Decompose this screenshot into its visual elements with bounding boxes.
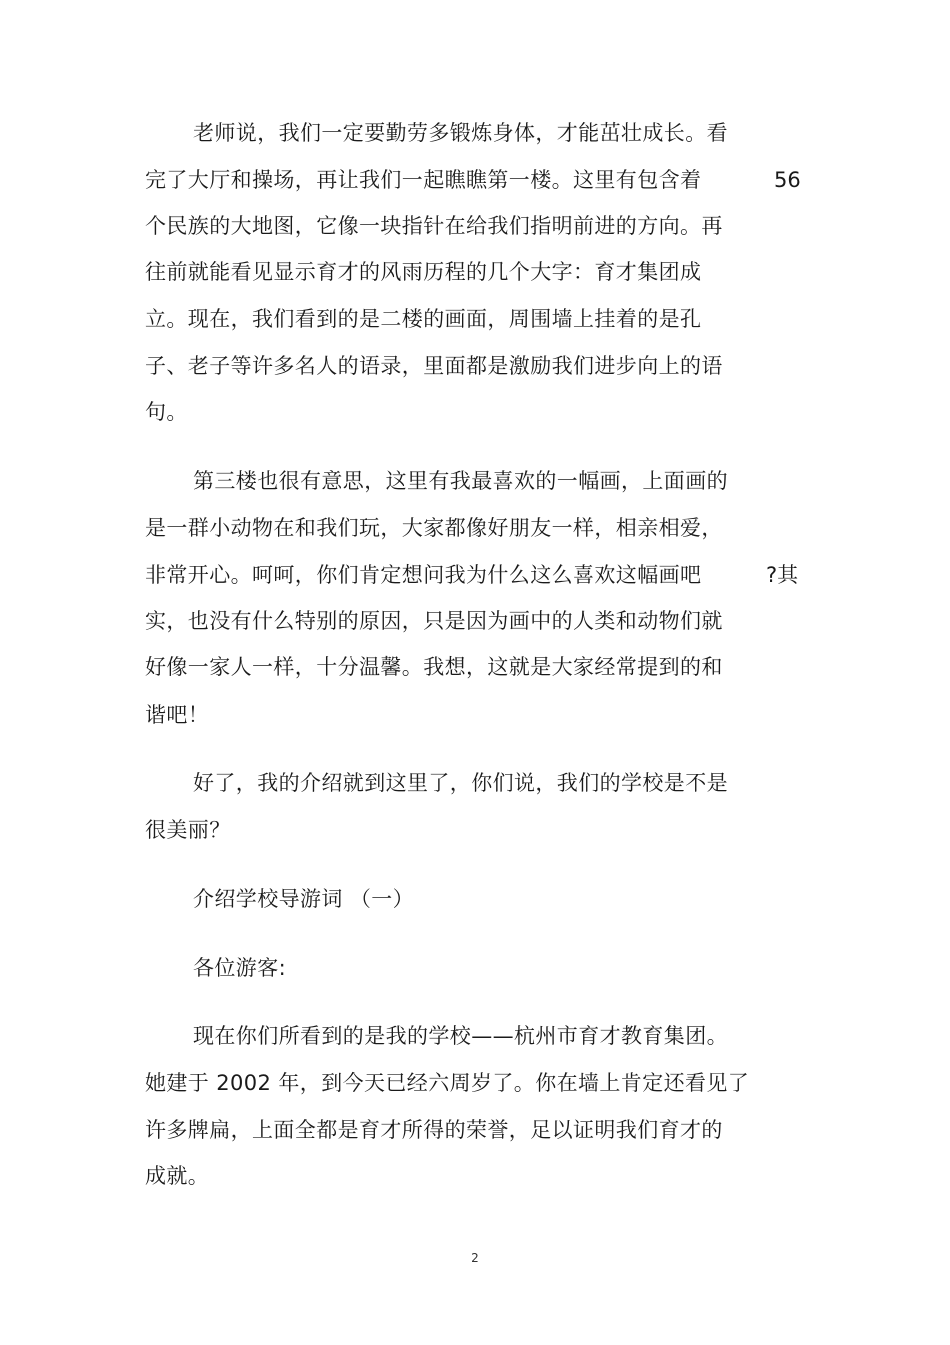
paragraph-1-side-number: 56 <box>774 168 801 192</box>
page-number: 2 <box>471 1251 479 1265</box>
paragraph-1-line-2: 完了大厅和操场，再让我们一起瞧瞧第一楼。这里有包含着 <box>145 168 702 192</box>
paragraph-4-line-1: 现在你们所看到的是我的学校——杭州市育才教育集团。 <box>193 1024 728 1048</box>
paragraph-1-line-6: 子、老子等许多名人的语录，里面都是激励我们进步向上的语 <box>145 354 723 378</box>
paragraph-4-line-3: 许多牌扁，上面全都是育才所得的荣誉，足以证明我们育才的 <box>145 1118 723 1142</box>
paragraph-2-line-6: 谐吧！ <box>145 703 210 727</box>
paragraph-1-line-3: 个民族的大地图，它像一块指针在给我们指明前进的方向。再 <box>145 214 723 238</box>
paragraph-3-line-2: 很美丽？ <box>145 818 231 842</box>
paragraph-1-line-1: 老师说，我们一定要勤劳多锻炼身体，才能茁壮成长。看 <box>193 121 728 145</box>
paragraph-1-line-4: 往前就能看见显示育才的风雨历程的几个大字：育才集团成 <box>145 260 702 284</box>
paragraph-3-line-1: 好了，我的介绍就到这里了，你们说，我们的学校是不是 <box>193 771 728 795</box>
paragraph-1-line-5: 立。现在，我们看到的是二楼的画面，周围墙上挂着的是孔 <box>145 307 702 331</box>
section-heading: 介绍学校导游词 （一） <box>193 887 415 911</box>
greeting: 各位游客: <box>193 956 287 980</box>
paragraph-4-line-2: 她建于 2002 年，到今天已经六周岁了。你在墙上肯定还看见了 <box>145 1071 750 1095</box>
paragraph-2-line-2: 是一群小动物在和我们玩，大家都像好朋友一样，相亲相爱， <box>145 516 723 540</box>
paragraph-2-side-text: ?其 <box>766 563 799 587</box>
paragraph-2-line-4: 实，也没有什么特别的原因，只是因为画中的人类和动物们就 <box>145 609 723 633</box>
paragraph-1-line-7: 句。 <box>145 400 188 424</box>
paragraph-2-line-3: 非常开心。呵呵，你们肯定想问我为什么这么喜欢这幅画吧 <box>145 563 702 587</box>
paragraph-2-line-1: 第三楼也很有意思，这里有我最喜欢的一幅画，上面画的 <box>193 469 728 493</box>
paragraph-2-line-5: 好像一家人一样，十分温馨。我想，这就是大家经常提到的和 <box>145 655 723 679</box>
paragraph-4-line-4: 成就。 <box>145 1164 210 1188</box>
